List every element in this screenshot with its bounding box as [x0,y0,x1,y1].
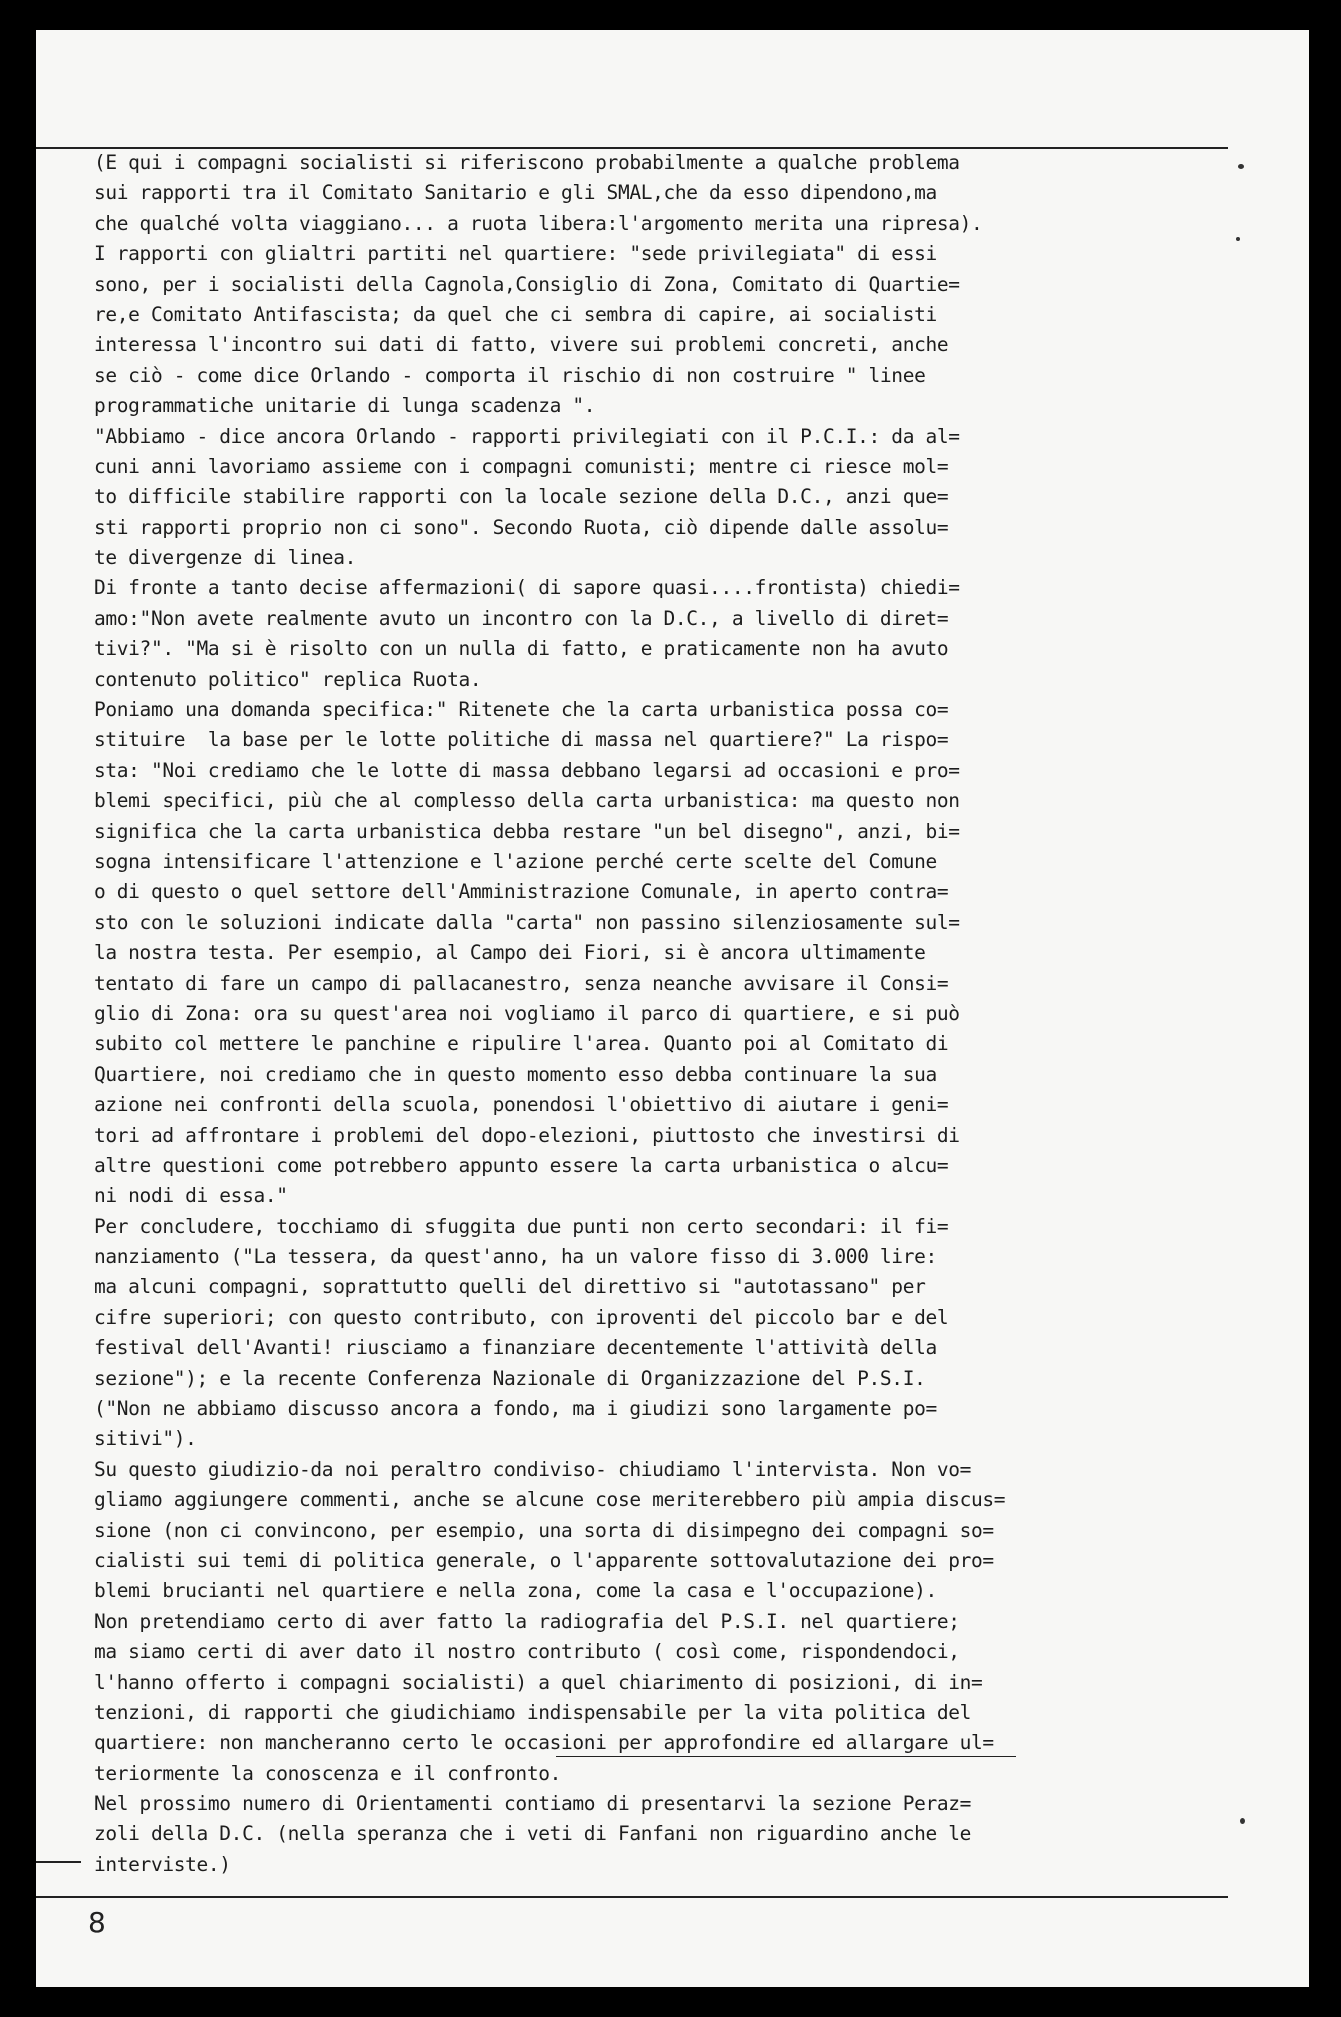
text-line: sitivi"). [94,1427,197,1451]
text-line: stituire la base per le lotte politiche di massa nel quartiere?" La rispo= [94,728,949,752]
text-line: blemi brucianti nel quartiere e nella zona, come la casa e l'occupazione). [94,1579,937,1603]
text-line: ma alcuni compagni, soprattutto quelli del direttivo si "autotassano" per [94,1275,926,1299]
text-line: sezione"); e la recente Conferenza Nazionale di Organizzazione del P.S.I. [94,1366,926,1390]
article-text [94,148,1154,1880]
text-line: tenzioni, di rapporti che giudichiamo indispensabile per la vita politica del [94,1700,972,1724]
text-line: se ciò - come dice Orlando - comporta il rischio di non costruire " linee [94,363,926,387]
text-line: nanziamento ("La tessera, da quest'anno, ha un valore fisso di 3.000 lire: [94,1245,937,1269]
text-line: blemi specifici, più che al complesso della carta urbanistica: ma questo non [94,789,960,813]
text-line: quartiere: non mancheranno certo le occasioni per approfondire ed allargare ul= [94,1731,994,1755]
bottom-rule [36,1896,1228,1898]
text-line: tivi?". "Ma si è risolto con un nulla di fatto, e praticamente non ha avuto [94,637,949,661]
text-line: sione (non ci convincono, per esempio, una sorta di disimpegno dei compagni so= [94,1518,994,1542]
document-page [36,30,1309,1987]
text-line: to difficile stabilire rapporti con la locale sezione della D.C., anzi que= [94,485,949,509]
text-line: Su questo giudizio-da noi peraltro condiviso- chiudiamo l'intervista. Non vo= [94,1457,972,1481]
text-line: Non pretendiamo certo di aver fatto la radiografia del P.S.I. nel quartiere; [94,1609,960,1633]
text-line: subito col mettere le panchine e ripulire l'area. Quanto poi al Comitato di [94,1032,949,1056]
text-line: zoli della D.C. (nella speranza che i veti di Fanfani non riguardino anche le [94,1822,972,1846]
text-line: altre questioni come potrebbero appunto essere la carta urbanistica o alcu= [94,1153,949,1177]
text-line: teriormente la conoscenza e il confronto. [94,1761,561,1785]
text-line: "Abbiamo - dice ancora Orlando - rapporti privilegiati con il P.C.I.: da al= [94,424,960,448]
text-line: (E qui i compagni socialisti si riferiscono probabilmente a qualche problema [94,151,960,174]
text-line: interviste.) [94,1852,231,1876]
scan-speck [1238,164,1244,169]
text-line: contenuto politico" replica Ruota. [94,667,482,691]
page-number: 8 [88,1906,106,1939]
text-line: gliamo aggiungere commenti, anche se alcune cose meriterebbero più ampia discus= [94,1488,1006,1512]
text-line: sti rapporti proprio non ci sono". Secondo Ruota, ciò dipende dalle assolu= [94,515,949,539]
scan-speck [1236,237,1240,241]
text-line: ni nodi di essa." [94,1184,288,1208]
text-line: Nel prossimo numero di Orientamenti contiamo di presentarvi la sezione Peraz= [94,1792,972,1816]
text-line: l'hanno offerto i compagni socialisti) a quel chiarimento di posizioni, di in= [94,1670,983,1694]
text-line: te divergenze di linea. [94,546,356,570]
text-line: programmatiche unitarie di lunga scadenza ". [94,394,596,418]
text-line: amo:"Non avete realmente avuto un incontro con la D.C., a livello di diret= [94,606,949,630]
text-line: sto con le soluzioni indicate dalla "carta" non passino silenziosamente sul= [94,910,960,934]
text-line: sono, per i socialisti della Cagnola,Consiglio di Zona, Comitato di Quartie= [94,272,960,296]
text-line: Poniamo una domanda specifica:" Ritenete che la carta urbanistica possa co= [94,698,949,722]
text-line: o di questo o quel settore dell'Amministrazione Comunale, in aperto contra= [94,880,949,904]
text-line: cialisti sui temi di politica generale, o l'apparente sottovalutazione dei pro= [94,1548,994,1572]
text-line: significa che la carta urbanistica debba restare "un bel disegno", anzi, bi= [94,819,960,843]
text-line: interessa l'incontro sui dati di fatto, vivere sui problemi concreti, anche [94,333,949,357]
scan-speck [1240,1818,1245,1824]
text-line: re,e Comitato Antifascista; da quel che ci sembra di capire, ai socialisti [94,302,937,326]
text-line: ma siamo certi di aver dato il nostro contributo ( così come, rispondendoci, [94,1640,960,1664]
text-line: I rapporti con glialtri partiti nel quartiere: "sede privilegiata" di essi [94,242,937,266]
text-line: la nostra testa. Per esempio, al Campo dei Fiori, si è ancora ultimamente [94,941,926,965]
text-line: glio di Zona: ora su quest'area noi vogliamo il parco di quartiere, e si può [94,1001,960,1025]
text-line: festival dell'Avanti! riusciamo a finanziare decentemente l'attività della [94,1336,937,1360]
bottom-short-rule [36,1861,81,1863]
text-line: tentato di fare un campo di pallacanestro, senza neanche avvisare il Consi= [94,971,949,995]
text-line: tori ad affrontare i problemi del dopo-elezioni, piuttosto che investirsi di [94,1123,960,1147]
text-line: cifre superiori; con questo contributo, con iproventi del piccolo bar e del [94,1305,949,1329]
text-line: Quartiere, noi crediamo che in questo momento esso debba continuare la sua [94,1062,937,1086]
text-line: ("Non ne abbiamo discusso ancora a fondo, ma i giudizi sono largamente po= [94,1397,937,1421]
text-line: sogna intensificare l'attenzione e l'azione perché certe scelte del Comune [94,849,937,873]
text-line: cuni anni lavoriamo assieme con i compagni comunisti; mentre ci riesce mol= [94,454,949,478]
text-line: che qualché volta viaggiano... a ruota libera:l'argomento merita una ripresa). [94,211,983,235]
text-line: azione nei confronti della scuola, ponendosi l'obiettivo di aiutare i geni= [94,1093,949,1117]
text-line: Per concludere, tocchiamo di sfuggita due punti non certo secondari: il fi= [94,1214,949,1238]
text-line: sui rapporti tra il Comitato Sanitario e gli SMAL,che da esso dipendono,ma [94,181,937,205]
text-line: sta: "Noi crediamo che le lotte di massa debbano legarsi ad occasioni e pro= [94,758,960,782]
text-line: Di fronte a tanto decise affermazioni( di sapore quasi....frontista) chiedi= [94,576,960,600]
